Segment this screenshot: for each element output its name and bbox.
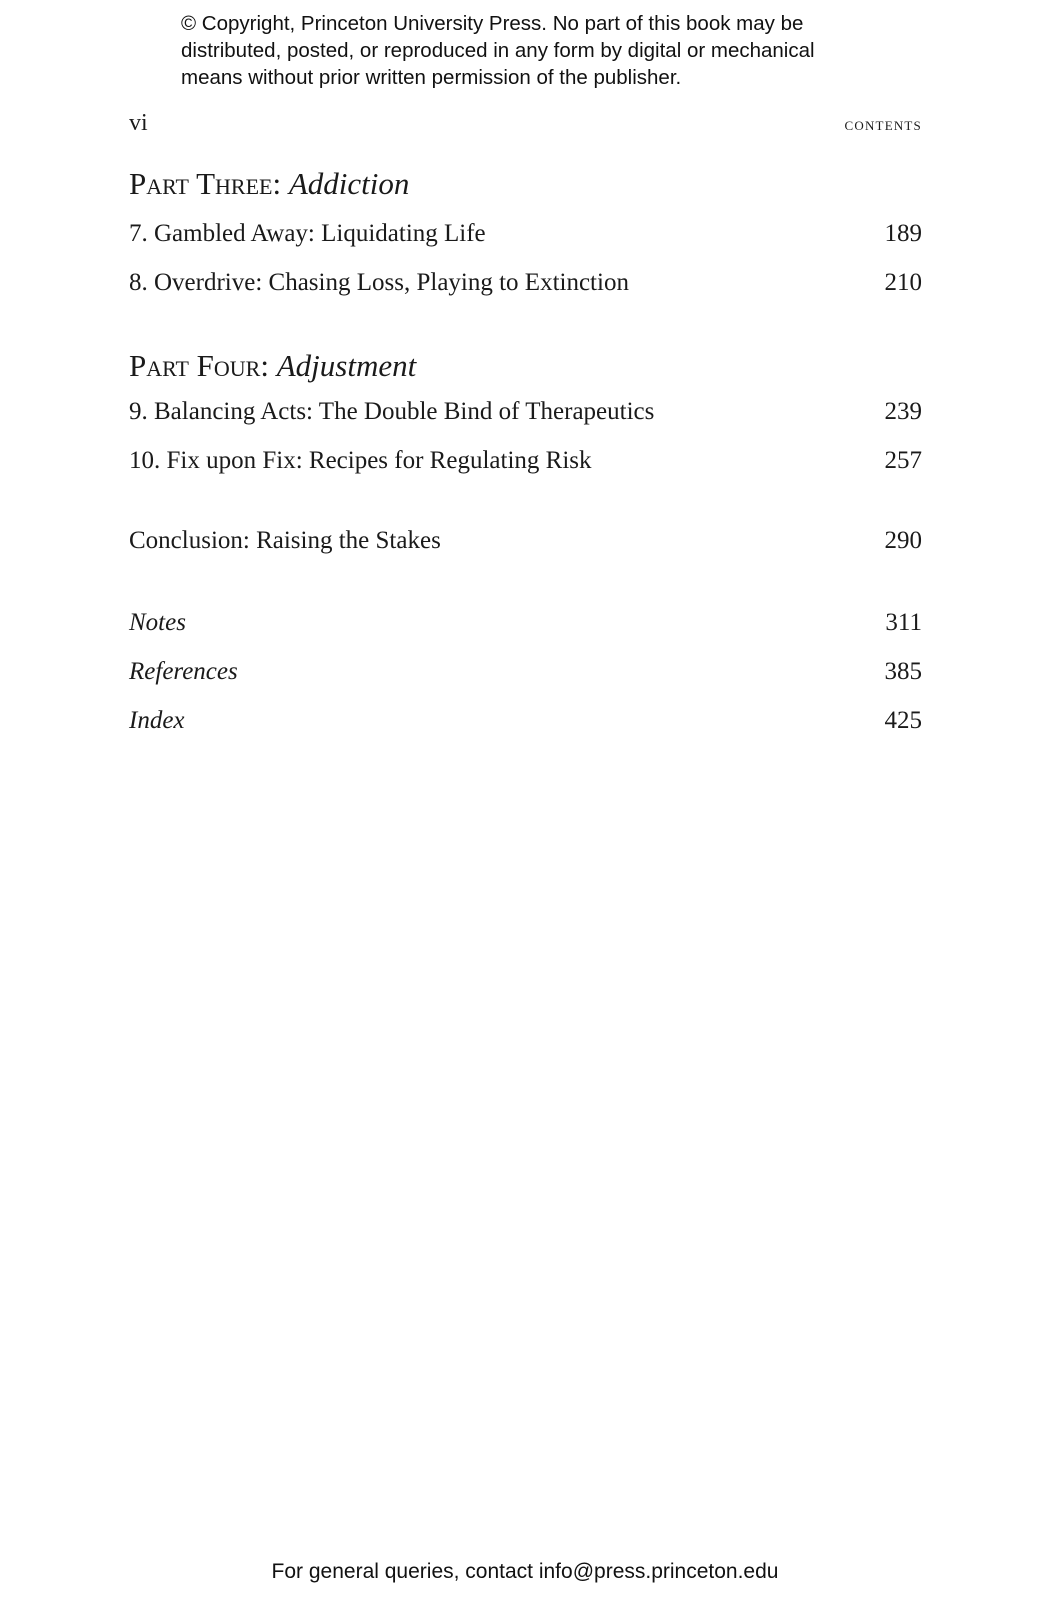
copyright-line: distributed, posted, or reproduced in any form by digital or mechanical bbox=[181, 39, 815, 62]
toc-entry-page: 385 bbox=[884, 658, 922, 685]
part-heading bbox=[129, 348, 416, 384]
part-name: Addiction bbox=[288, 166, 410, 201]
footer-contact: For general queries, contact info@press.princeton.edu bbox=[271, 1560, 779, 1583]
toc-entry-title: 9. Balancing Acts: The Double Bind of Therapeutics bbox=[129, 398, 655, 425]
copyright-line: © Copyright, Princeton University Press. No part of this book may be bbox=[181, 12, 804, 35]
toc-entry-page: 425 bbox=[884, 707, 922, 734]
toc-entry-title: 8. Overdrive: Chasing Loss, Playing to Extinction bbox=[129, 269, 629, 296]
toc-entry-page: 239 bbox=[884, 398, 922, 425]
part-heading bbox=[129, 166, 409, 202]
toc-entry[interactable] bbox=[129, 269, 922, 301]
running-head-title: contents bbox=[844, 114, 922, 134]
running-head bbox=[129, 108, 922, 144]
toc-entry-title: Notes bbox=[129, 609, 186, 636]
part-name: Adjustment bbox=[276, 348, 417, 383]
part-label: Part Four: bbox=[129, 348, 269, 383]
toc-entry[interactable] bbox=[129, 447, 922, 479]
toc-entry-page: 311 bbox=[885, 609, 922, 636]
copyright-notice bbox=[181, 10, 901, 91]
toc-entry[interactable] bbox=[129, 220, 922, 252]
page-number: vi bbox=[129, 110, 148, 136]
toc-entry-title: 10. Fix upon Fix: Recipes for Regulating Risk bbox=[129, 447, 592, 474]
toc-entry-references[interactable] bbox=[129, 658, 922, 690]
toc-entry-page: 257 bbox=[884, 447, 922, 474]
copyright-line: means without prior written permission of the publisher. bbox=[181, 66, 682, 89]
toc-entry-title: References bbox=[129, 658, 238, 685]
toc-entry-notes[interactable] bbox=[129, 609, 922, 641]
toc-entry-title: Conclusion: Raising the Stakes bbox=[129, 527, 441, 554]
toc-entry-page: 290 bbox=[884, 527, 922, 554]
toc-entry-index[interactable] bbox=[129, 707, 922, 739]
toc-entry[interactable] bbox=[129, 398, 922, 430]
toc-entry-title: Index bbox=[129, 707, 185, 734]
toc-entry-conclusion[interactable] bbox=[129, 527, 922, 559]
part-label: Part Three: bbox=[129, 166, 282, 201]
toc-entry-page: 189 bbox=[884, 220, 922, 247]
toc-entry-page: 210 bbox=[884, 269, 922, 296]
toc-entry-title: 7. Gambled Away: Liquidating Life bbox=[129, 220, 486, 247]
